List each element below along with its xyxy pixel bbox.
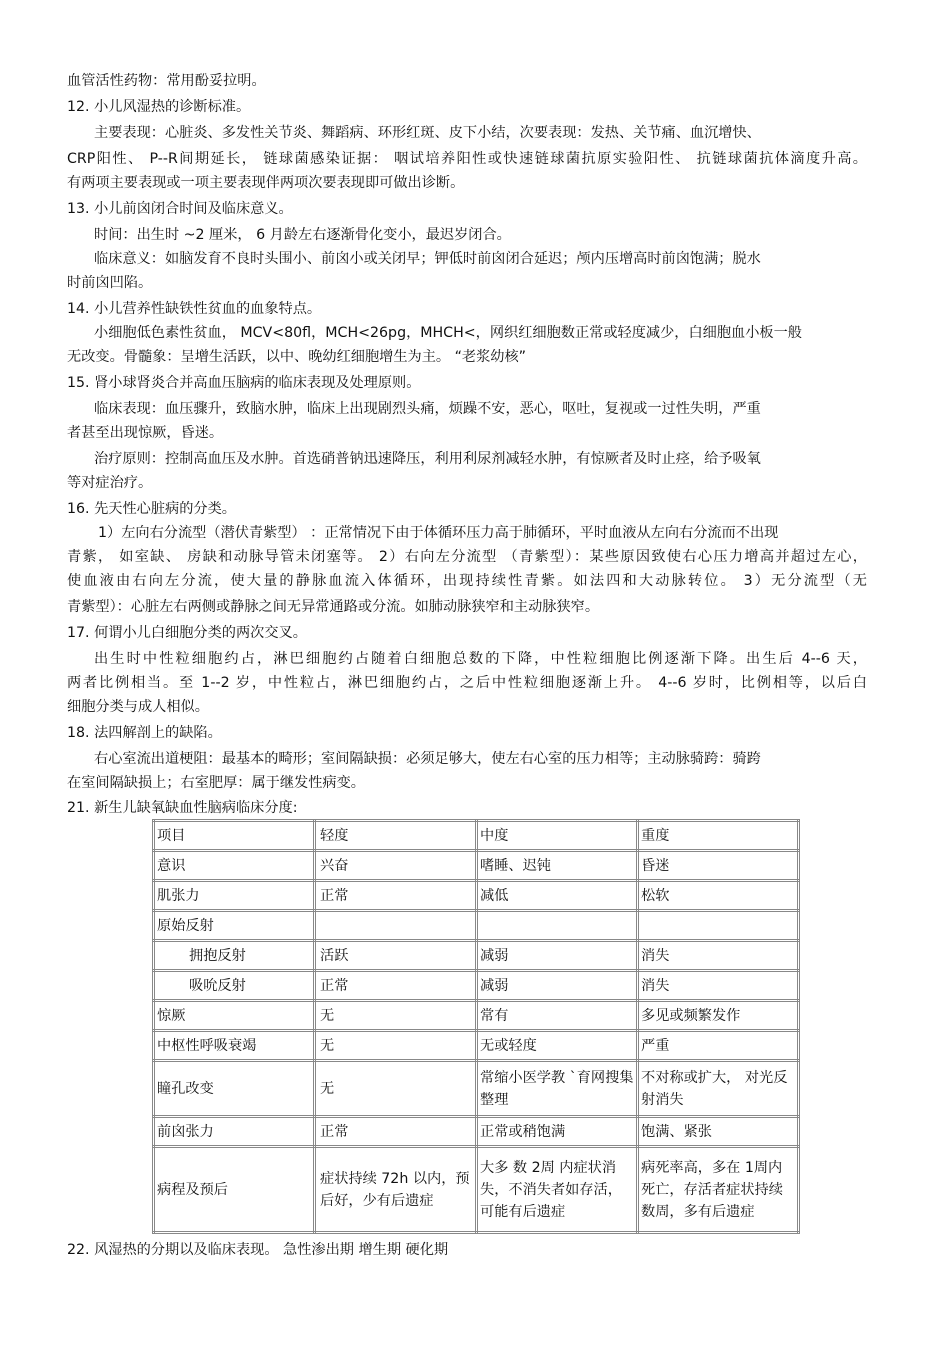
- text-line: 时前囟凹陷。: [67, 275, 153, 291]
- table-cell: 正常: [315, 881, 477, 911]
- question-heading: 15. 肾小球肾炎合并高血压脑病的临床表现及处理原则。: [67, 375, 421, 391]
- table-cell: 症状持续 72h 以内，预后好，少有后遗症: [315, 1147, 477, 1233]
- question-heading: 14. 小儿营养性缺铁性贫血的血象特点。: [67, 301, 322, 317]
- table-cell: 意识: [154, 851, 315, 881]
- table-cell: [315, 911, 477, 941]
- table-cell: 消失: [638, 941, 799, 971]
- text-line: 治疗原则：控制高血压及水肿。首选硝普钠迅速降压，利用利尿剂减轻水肿，有惊厥者及时止痉，给予吸氧: [94, 451, 761, 467]
- table-header-cell: 轻度: [315, 821, 477, 851]
- table-cell: 无: [315, 1061, 477, 1117]
- text-line: 主要表现：心脏炎、多发性关节炎、舞蹈病、环形红斑、皮下小结，次要表现：发热、关节痛、血沉增快、: [94, 125, 761, 141]
- table-cell: 无或轻度: [477, 1031, 638, 1061]
- table-cell: 兴奋: [315, 851, 477, 881]
- table-cell: 无: [315, 1031, 477, 1061]
- question-heading: 21. 新生儿缺氧缺血性脑病临床分度:: [67, 800, 298, 816]
- table-row: [154, 911, 799, 941]
- table-cell: 正常: [315, 1117, 477, 1147]
- text-line: 在室间隔缺损上；右室肥厚：属于继发性病变。: [67, 775, 365, 791]
- table-row: [154, 881, 799, 911]
- question-heading: 17. 何谓小儿白细胞分类的两次交叉。: [67, 625, 307, 641]
- text-line: 1）左向右分流型（潜伏青紫型） ：正常情况下由于体循环压力高于肺循环，平时血液从左向右分流而不出现: [98, 525, 779, 541]
- table-cell: 常有: [477, 1001, 638, 1031]
- text-line: 血管活性药物：常用酚妥拉明。: [67, 73, 266, 89]
- text-line: 细胞分类与成人相似。: [67, 699, 209, 715]
- text-line: 出生时中性粒细胞约占，淋巴细胞约占随着白细胞总数的下降，中性粒细胞比例逐渐下降。出生后 4--6 天，: [94, 651, 867, 667]
- text-line: 无改变。骨髓象：呈增生活跃，以中、晚幼红细胞增生为主。 “老浆幼核”: [67, 349, 527, 365]
- table-cell: 常缩小医学教 `育网搜集整理: [477, 1061, 638, 1117]
- table-cell: 减弱: [477, 971, 638, 1001]
- text-line: CRP阳性、 P--R间期延长， 链球菌感染证据： 咽试培养阳性或快速链球菌抗原实验阳性、 抗链球菌抗体滴度升高。: [67, 151, 867, 167]
- table-header-cell: 中度: [477, 821, 638, 851]
- text-line: 等对症治疗。: [67, 475, 153, 491]
- text-line: 小细胞低色素性贫血， MCV<80fl，MCH<26pg，MHCH<，网织红细胞数正常或轻度减少，白细胞血小板一般: [94, 325, 802, 341]
- table-header-cell: 项目: [154, 821, 315, 851]
- text-line: 右心室流出道梗阻：最基本的畸形；室间隔缺损：必须足够大，使左右心室的压力相等；主动脉骑跨：骑跨: [94, 751, 761, 767]
- table-row: [154, 1001, 799, 1031]
- table-cell: 活跃: [315, 941, 477, 971]
- text-line: 临床意义：如脑发育不良时头围小、前囟小或关闭早；钾低时前囟闭合延迟；颅内压增高时前囟饱满；脱水: [94, 251, 761, 267]
- text-line: 时间：出生时 ~2 厘米， 6 月龄左右逐渐骨化变小，最迟岁闭合。: [94, 227, 511, 243]
- table-cell: 多见或频繁发作: [638, 1001, 799, 1031]
- table-cell: 无: [315, 1001, 477, 1031]
- question-heading: 18. 法四解剖上的缺陷。: [67, 725, 222, 741]
- table-cell: 严重: [638, 1031, 799, 1061]
- question-heading: 16. 先天性心脏病的分类。: [67, 501, 236, 517]
- table-cell: 饱满、紧张: [638, 1117, 799, 1147]
- table-cell: 减弱: [477, 941, 638, 971]
- table-cell: 前囟张力: [154, 1117, 315, 1147]
- table-cell: 惊厥: [154, 1001, 315, 1031]
- table-header-row: [154, 821, 799, 851]
- table-header-cell: 重度: [638, 821, 799, 851]
- text-line: 青紫， 如室缺、 房缺和动脉导管未闭塞等。 2）右向左分流型 （青紫型）：某些原因致使右心压力增高并超过左心，: [67, 549, 867, 565]
- table-cell: 正常: [315, 971, 477, 1001]
- table-cell: 拥抱反射: [154, 941, 315, 971]
- table-cell: 病死率高，多在 1周内死亡，存活者症状持续数周，多有后遗症: [638, 1147, 799, 1233]
- table-cell: 大多 数 2周 内症状消失，不消失者如存活，可能有后遗症: [477, 1147, 638, 1233]
- question-heading: 13. 小儿前囟闭合时间及临床意义。: [67, 201, 293, 217]
- table-cell: 消失: [638, 971, 799, 1001]
- table-row: [154, 1147, 799, 1233]
- table-cell: 正常或稍饱满: [477, 1117, 638, 1147]
- table-cell: [477, 911, 638, 941]
- question-heading: 22. 风湿热的分期以及临床表现。 急性渗出期 增生期 硬化期: [67, 1242, 449, 1258]
- table-cell: [638, 911, 799, 941]
- table-cell: 嗜睡、迟钝: [477, 851, 638, 881]
- text-line: 使血液由右向左分流，使大量的静脉血流入体循环，出现持续性青紫。如法四和大动脉转位。 3）无分流型（无: [67, 573, 867, 589]
- text-line: 两者比例相当。至 1--2 岁，中性粒占，淋巴细胞约占，之后中性粒细胞逐渐上升。 4--6 岁时，比例相等，以后白: [67, 675, 867, 691]
- table-row: [154, 941, 799, 971]
- table-row: [154, 851, 799, 881]
- table-row: [154, 1031, 799, 1061]
- text-line: 者甚至出现惊厥，昏迷。: [67, 425, 224, 441]
- table-cell: 原始反射: [154, 911, 315, 941]
- text-line: 有两项主要表现或一项主要表现伴两项次要表现即可做出诊断。: [67, 175, 465, 191]
- text-line: 临床表现：血压骤升，致脑水肿，临床上出现剧烈头痛，烦躁不安，恶心，呕吐，复视或一过性失明，严重: [94, 401, 761, 417]
- table-row: [154, 1061, 799, 1117]
- table-cell: 减低: [477, 881, 638, 911]
- table-cell: 松软: [638, 881, 799, 911]
- text-line: 青紫型）：心脏左右两侧或静脉之间无异常通路或分流。如肺动脉狭窄和主动脉狭窄。: [67, 599, 600, 615]
- question-heading: 12. 小儿风湿热的诊断标准。: [67, 99, 251, 115]
- table-cell: 瞳孔改变: [154, 1061, 315, 1117]
- hie-grading-table: [152, 819, 800, 1234]
- table-cell: 昏迷: [638, 851, 799, 881]
- table-cell: 吸吮反射: [154, 971, 315, 1001]
- table-cell: 不对称或扩大， 对光反射消失: [638, 1061, 799, 1117]
- table-cell: 病程及预后: [154, 1147, 315, 1233]
- table-row: [154, 1117, 799, 1147]
- table-cell: 肌张力: [154, 881, 315, 911]
- table-cell: 中枢性呼吸衰竭: [154, 1031, 315, 1061]
- table-row: [154, 971, 799, 1001]
